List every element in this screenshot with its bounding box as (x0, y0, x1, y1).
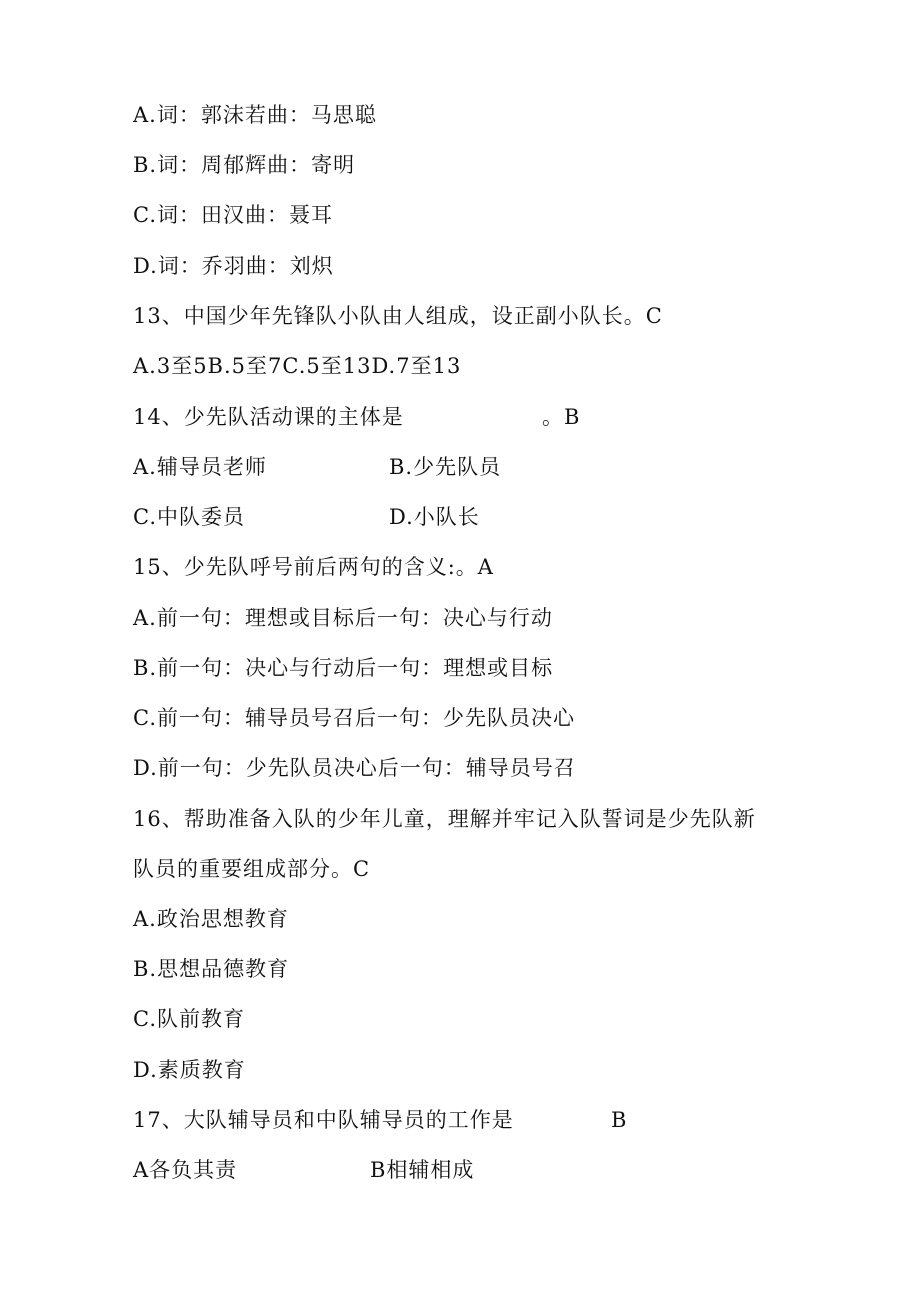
q16-option-d: D.素质教育 (133, 1058, 246, 1082)
q16-question-line1: 16、帮助准备入队的少年儿童，理解并牢记入队誓词是少先队新 (133, 807, 756, 831)
q14-question: 14、少先队活动课的主体是 (133, 405, 404, 429)
q17-question: 17、大队辅导员和中队辅导员的工作是 (133, 1108, 514, 1132)
q13-question: 13、中国少年先锋队小队由人组成，设正副小队长。C (133, 304, 663, 328)
q17-answer: B (611, 1108, 628, 1132)
q12-option-a: A.词：郭沫若曲：马思聪 (133, 103, 377, 127)
q14-answer: 。B (542, 405, 581, 429)
q16-question-line2: 队员的重要组成部分。C (133, 857, 371, 881)
q14-option-c: C.中队委员 (133, 505, 245, 529)
q14-option-d: D.小队长 (389, 505, 480, 529)
q16-option-c: C.队前教育 (133, 1007, 245, 1031)
q15-option-c: C.前一句：辅导员号召后一句：少先队员决心 (133, 706, 575, 730)
q14-option-b: B.少先队员 (389, 455, 502, 479)
q12-option-c: C.词：田汉曲：聂耳 (133, 203, 333, 227)
q17-option-b: B相辅相成 (370, 1158, 475, 1182)
q16-option-b: B.思想品德教育 (133, 957, 290, 981)
q13-options: A.3至5B.5至7C.5至13D.7至13 (133, 354, 462, 378)
q12-option-d: D.词：乔羽曲：刘炽 (133, 254, 334, 278)
q15-option-a: A.前一句：理想或目标后一句：决心与行动 (133, 606, 553, 630)
q15-question: 15、少先队呼号前后两句的含义:。A (133, 555, 494, 579)
q14-option-a: A.辅导员老师 (133, 455, 267, 479)
q12-option-b: B.词：周郁辉曲：寄明 (133, 153, 356, 177)
q15-option-b: B.前一句：决心与行动后一句：理想或目标 (133, 656, 554, 680)
q15-option-d: D.前一句：少先队员决心后一句：辅导员号召 (133, 756, 576, 780)
q16-option-a: A.政治思想教育 (133, 907, 289, 931)
q17-option-a: A各负其责 (133, 1158, 238, 1182)
